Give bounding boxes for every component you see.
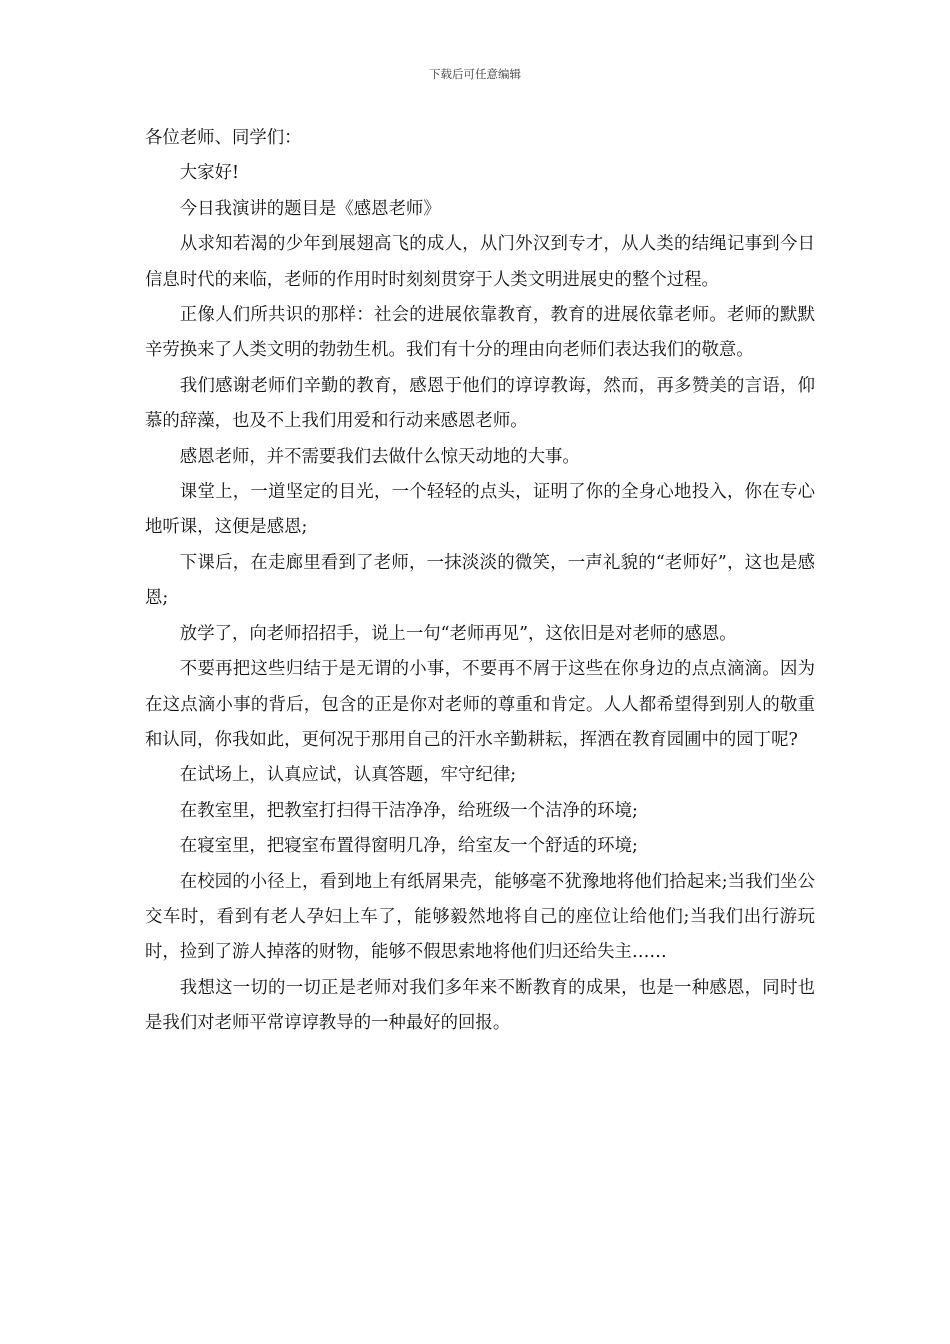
paragraph: 在试场上，认真应试，认真答题，牢守纪律; <box>179 765 517 786</box>
paragraph: 不要再把这些归结于是无谓的小事，不要再不屑于这些在你身边的点点滴滴。因为在这点滴小事的背后，包含的正是你对老师的尊重和肯定。人人都希望得到别人的敬重和认同，你我如此，更何况于那用自己的汗水辛勤耕耘，挥洒在教育园圃中的园丁呢? <box>145 659 815 750</box>
paragraph: 在教室里，把教室打扫得干洁净净，给班级一个洁净的环境; <box>179 800 638 821</box>
paragraph: 在校园的小径上，看到地上有纸屑果壳，能够毫不犹豫地将他们拾起来;当我们坐公交车时，看到有老人孕妇上车了，能够毅然地将自己的座位让给他们;当我们出行游玩时，捡到了游人掉落的财物，能够不假思索地将他们归还给失主…… <box>145 871 815 963</box>
salutation: 各位老师、同学们： <box>145 128 302 148</box>
paragraph: 课堂上，一道坚定的目光，一个轻轻的点头，证明了你的全身心地投入，你在专心地听课，这便是感恩; <box>145 482 815 538</box>
paragraph: 大家好! <box>179 163 239 184</box>
paragraph: 我们感谢老师们辛勤的教育，感恩于他们的谆谆教诲，然而，再多赞美的言语，仰慕的辞藻，也及不上我们用爱和行动来感恩老师。 <box>145 375 815 432</box>
paragraph: 正像人们所共识的那样：社会的进展依靠教育，教育的进展依靠老师。老师的默默辛劳换来了人类文明的勃勃生机。我们有十分的理由向老师们表达我们的敬意。 <box>145 305 815 361</box>
paragraph: 我想这一切的一切正是老师对我们多年来不断教育的成果，也是一种感恩，同时也是我们对老师平常谆谆教导的一种最好的回报。 <box>145 977 815 1034</box>
paragraph: 下课后，在走廊里看到了老师，一抹淡淡的微笑，一声礼貌的“老师好”，这也是感恩; <box>145 552 815 609</box>
paragraph: 感恩老师，并不需要我们去做什么惊天动地的大事。 <box>179 446 580 467</box>
paragraph: 在寝室里，把寝室布置得窗明几净，给室友一个舒适的环境; <box>179 836 638 857</box>
paragraph: 放学了，向老师招招手，说上一句“老师再见”，这依旧是对老师的感恩。 <box>179 623 737 644</box>
document-body <box>145 121 815 1042</box>
paragraph: 从求知若渴的少年到展翅高飞的成人，从门外汉到专才，从人类的结绳记事到今日信息时代的来临，老师的作用时时刻刻贯穿于人类文明进展史的整个过程。 <box>145 234 815 290</box>
header-note: 下载后可任意编辑 <box>429 67 521 81</box>
paragraph: 今日我演讲的题目是《感恩老师》 <box>179 198 441 219</box>
